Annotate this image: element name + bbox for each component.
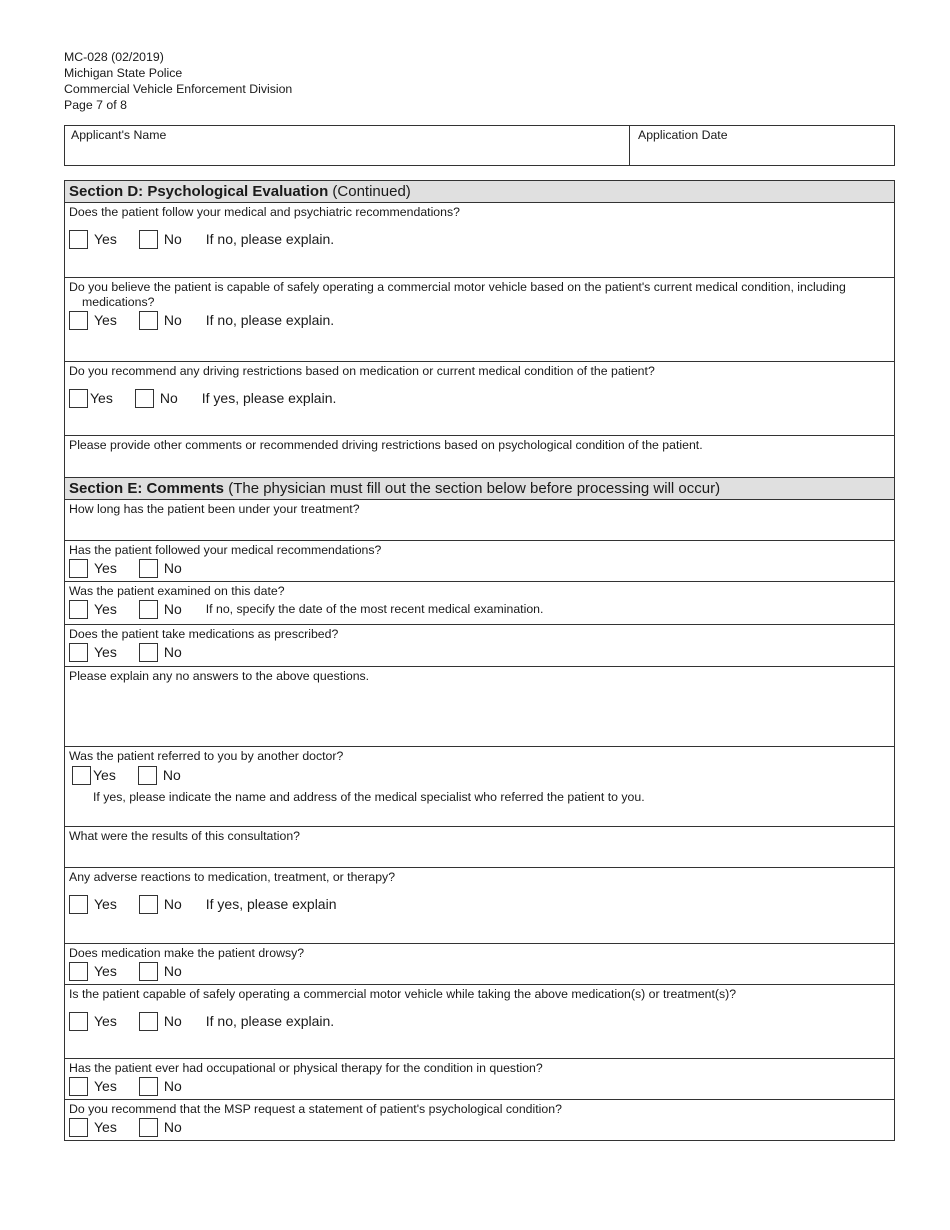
explain-prompt: If no, specify the date of the most recent medical examination. — [205, 602, 544, 616]
no-checkbox[interactable] — [139, 895, 158, 914]
no-checkbox[interactable] — [139, 962, 158, 981]
yes-checkbox[interactable] — [69, 600, 88, 619]
no-checkbox[interactable] — [139, 230, 158, 249]
section-e-q11-row — [65, 1059, 894, 1100]
question-text: Please explain any no answers to the above questions. — [69, 669, 370, 683]
application-date-label: Application Date — [638, 128, 728, 142]
agency-name: Michigan State Police — [64, 66, 183, 80]
yes-checkbox[interactable] — [69, 1118, 88, 1137]
no-label: No — [163, 963, 182, 979]
form-header — [64, 49, 292, 113]
section-d-q1-row — [65, 203, 894, 278]
yes-label: Yes — [94, 1078, 117, 1094]
yes-no-options — [69, 388, 894, 408]
yes-checkbox[interactable] — [69, 962, 88, 981]
yes-checkbox[interactable] — [69, 1012, 88, 1031]
division-name: Commercial Vehicle Enforcement Division — [64, 82, 293, 96]
yes-label: Yes — [94, 231, 117, 247]
no-label: No — [159, 390, 178, 406]
form-number: MC-028 (02/2019) — [64, 50, 164, 64]
section-e-title: Section E: Comments — [69, 480, 225, 497]
section-e-q5-row[interactable] — [65, 667, 894, 747]
no-label: No — [163, 644, 182, 660]
applicant-info-box — [64, 125, 895, 166]
yes-no-options — [69, 1117, 894, 1137]
section-e-q9-row — [65, 944, 894, 985]
no-checkbox[interactable] — [139, 600, 158, 619]
yes-no-options — [69, 229, 894, 249]
yes-label: Yes — [94, 1119, 117, 1135]
page-number: Page 7 of 8 — [64, 98, 127, 112]
no-label: No — [163, 896, 182, 912]
yes-checkbox[interactable] — [69, 643, 88, 662]
explain-prompt: If no, please explain. — [205, 1013, 335, 1029]
question-text: Was the patient examined on this date? — [69, 584, 285, 598]
section-d-q3-row — [65, 362, 894, 436]
section-d-title: Section D: Psychological Evaluation — [69, 183, 329, 200]
question-text: How long has the patient been under your treatment? — [69, 502, 360, 516]
yes-checkbox[interactable] — [72, 766, 91, 785]
yes-no-options — [69, 558, 894, 578]
no-checkbox[interactable] — [139, 1012, 158, 1031]
yes-no-options — [69, 1011, 894, 1031]
question-text: Any adverse reactions to medication, treatment, or therapy? — [69, 870, 396, 884]
yes-label: Yes — [94, 312, 117, 328]
yes-checkbox[interactable] — [69, 389, 88, 408]
yes-label: Yes — [94, 1013, 117, 1029]
yes-no-options — [69, 765, 894, 785]
yes-no-options — [69, 642, 894, 662]
no-label: No — [163, 601, 182, 617]
section-d-q2-row — [65, 278, 894, 362]
yes-label: Yes — [90, 390, 113, 406]
no-checkbox[interactable] — [139, 559, 158, 578]
yes-checkbox[interactable] — [69, 895, 88, 914]
question-text-line2: medications? — [82, 295, 155, 309]
section-e-q8-row — [65, 868, 894, 944]
section-e-q1-row[interactable] — [65, 500, 894, 541]
no-checkbox[interactable] — [139, 1077, 158, 1096]
yes-no-options — [69, 310, 894, 330]
section-e-q7-row[interactable] — [65, 827, 894, 868]
explain-prompt: If no, please explain. — [205, 312, 335, 328]
no-label: No — [163, 560, 182, 576]
question-text: Was the patient referred to you by another doctor? — [69, 749, 344, 763]
yes-label: Yes — [94, 963, 117, 979]
no-label: No — [162, 767, 181, 783]
explain-prompt: If yes, please explain — [205, 896, 337, 912]
yes-checkbox[interactable] — [69, 230, 88, 249]
applicant-name-field[interactable] — [65, 126, 630, 165]
yes-label: Yes — [94, 560, 117, 576]
question-text: Does medication make the patient drowsy? — [69, 946, 305, 960]
yes-no-options — [69, 894, 894, 914]
yes-no-options — [69, 1076, 894, 1096]
question-text — [69, 280, 894, 310]
no-checkbox[interactable] — [139, 1118, 158, 1137]
section-e-q12-row — [65, 1100, 894, 1141]
yes-checkbox[interactable] — [69, 1077, 88, 1096]
question-text: What were the results of this consultation? — [69, 829, 301, 843]
question-text: Does the patient follow your medical and psychiatric recommendations? — [69, 205, 460, 219]
question-text: Has the patient followed your medical recommendations? — [69, 543, 382, 557]
application-date-field[interactable] — [630, 126, 894, 165]
no-checkbox[interactable] — [135, 389, 154, 408]
question-text: Please provide other comments or recommended driving restrictions based on psychological condition of the patient. — [69, 438, 703, 452]
applicant-name-label: Applicant's Name — [71, 128, 167, 142]
no-checkbox[interactable] — [139, 311, 158, 330]
no-label: No — [163, 1119, 182, 1135]
yes-label: Yes — [94, 896, 117, 912]
section-e-q3-row — [65, 582, 894, 625]
section-d-subtitle: (Continued) — [332, 183, 411, 200]
yes-checkbox[interactable] — [69, 559, 88, 578]
no-checkbox[interactable] — [139, 643, 158, 662]
section-d-header — [65, 181, 894, 203]
section-e-q6-row — [65, 747, 894, 827]
section-e-q10-row — [65, 985, 894, 1059]
no-label: No — [163, 312, 182, 328]
yes-checkbox[interactable] — [69, 311, 88, 330]
evaluation-form — [64, 180, 895, 1141]
yes-label: Yes — [93, 767, 116, 783]
explain-prompt: If no, please explain. — [205, 231, 335, 247]
section-e-header — [65, 478, 894, 500]
question-text: Do you recommend that the MSP request a statement of patient's psychological condition? — [69, 1102, 562, 1116]
referral-note: If yes, please indicate the name and address of the medical specialist who referred the patient to you. — [93, 790, 645, 804]
section-e-subtitle: (The physician must fill out the section below before processing will occur) — [228, 480, 721, 497]
no-label: No — [163, 1013, 182, 1029]
yes-no-options — [69, 599, 894, 619]
question-text: Do you recommend any driving restrictions based on medication or current medical condition of the patient? — [69, 364, 655, 378]
explain-prompt: If yes, please explain. — [201, 390, 337, 406]
yes-label: Yes — [94, 601, 117, 617]
no-checkbox[interactable] — [138, 766, 157, 785]
question-text-line1: Do you believe the patient is capable of safely operating a commercial motor vehicle based on the patient's current medical condition, including — [69, 280, 846, 294]
yes-no-options — [69, 961, 894, 981]
no-label: No — [163, 231, 182, 247]
question-text: Is the patient capable of safely operating a commercial motor vehicle while taking the above medication(s) or treatment(s)? — [69, 987, 737, 1001]
section-e-q2-row — [65, 541, 894, 582]
yes-label: Yes — [94, 644, 117, 660]
section-d-q4-row[interactable] — [65, 436, 894, 478]
section-e-q4-row — [65, 625, 894, 667]
question-text: Has the patient ever had occupational or physical therapy for the condition in question? — [69, 1061, 543, 1075]
no-label: No — [163, 1078, 182, 1094]
question-text: Does the patient take medications as prescribed? — [69, 627, 339, 641]
